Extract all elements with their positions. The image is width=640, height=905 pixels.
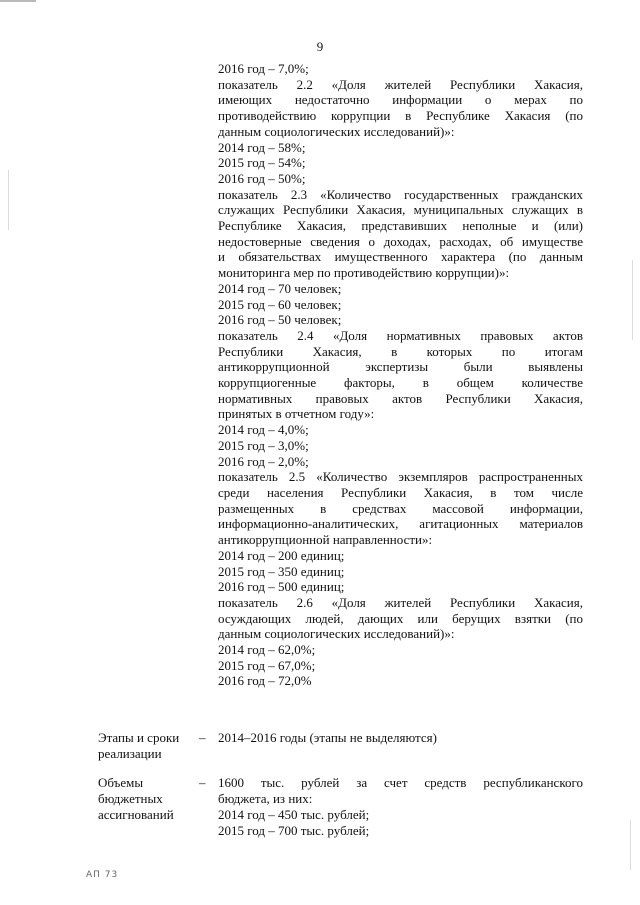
text-line: данным социологических исследований)»: [218,123,455,139]
text-line: 1600 тыс. рублей за счет средств республиканского [218,775,583,790]
text-line: 2014 год – 58%; [218,139,306,155]
scan-edge-mark [632,260,633,340]
text-line: бюджетных [98,791,163,806]
text-line: антикоррупционной направленности»: [218,532,433,548]
text-line: 2014–2016 годы (этапы не выделяются) [218,730,437,745]
budget-dash: – [199,775,206,790]
text-line: коррупциогенные факторы, в общем количестве [218,375,583,391]
stages-label [98,730,193,762]
text-line: 2015 год – 54%; [218,155,306,171]
text-line: 2014 год – 4,0%; [218,422,309,438]
text-line: мониторинга мер по противодействию коррупции)»: [218,265,510,281]
text-line: 2016 год – 72,0% [218,673,312,689]
text-line: реализации [98,746,162,761]
text-line: Объемы [98,775,144,790]
text-line: Республики Хакасия, в которых по итогам [218,343,583,359]
budget-value [218,775,583,839]
text-line: показатель 2.2 «Доля жителей Республики Хакасия, [218,76,583,92]
text-line: 2016 год – 50 человек; [218,312,342,328]
text-line: бюджета, из них: [218,791,313,806]
text-line: 2015 год – 700 тыс. рублей; [218,823,370,838]
text-line: 2015 год – 60 человек; [218,296,342,312]
text-line: 2016 год – 2,0%; [218,453,309,469]
text-line: показатель 2.3 «Количество государственных гражданских [218,186,583,202]
text-line: недостоверные сведения о доходах, расходах, об имуществе [218,233,583,249]
text-line: и обязательствах имущественного характера (по данным [218,249,583,265]
text-line: антикоррупционной экспертизы были выявлены [218,359,583,375]
text-line: Этапы и сроки [98,730,180,745]
text-line: показатель 2.6 «Доля жителей Республики Хакасия, [218,594,583,610]
page-number: 9 [316,39,324,54]
text-line: 2014 год – 200 единиц; [218,547,345,563]
stages-dash: – [199,730,206,745]
text-line: Республике Хакасия, представивших неполные и (или) [218,218,583,234]
text-line: информационно-аналитических, агитационных материалов [218,516,583,532]
budget-label [98,775,193,823]
text-line: принятых в отчетном году»: [218,406,375,422]
text-line: служащих Республики Хакасия, муниципальных служащих в [218,202,583,218]
text-line: ассигнований [98,807,174,822]
stages-value [218,730,583,746]
text-line: данным социологических исследований)»: [218,626,455,642]
scan-edge-mark [630,820,631,870]
scan-edge-mark [0,0,36,2]
text-line: осуждающих людей, дающих или берущих взятки (по [218,610,583,626]
text-line: 2015 год – 350 единиц; [218,563,345,579]
indicators-text-block [218,61,583,689]
text-line: среди населения Республики Хакасия, в том числе [218,484,583,500]
text-line: 2015 год – 3,0%; [218,437,309,453]
text-line: 2016 год – 50%; [218,170,306,186]
text-line: имеющих недостаточно информации о мерах по [218,92,583,108]
text-line: нормативных правовых актов Республики Хакасия, [218,390,583,406]
text-line: 2014 год – 70 человек; [218,280,342,296]
text-line: 2014 год – 62,0%; [218,642,316,658]
text-line: 2016 год – 7,0%; [218,61,309,76]
text-line: показатель 2.4 «Доля нормативных правовых актов [218,327,583,343]
text-line: размещенных в средствах массовой информации, [218,500,583,516]
text-line: 2014 год – 450 тыс. рублей; [218,807,370,822]
footer-mark: АП 73 [86,870,119,880]
text-line: показатель 2.5 «Количество экземпляров распространенных [218,469,583,485]
text-line: 2015 год – 67,0%; [218,657,316,673]
text-line: 2016 год – 500 единиц; [218,579,345,595]
text-line: противодействию коррупции в Республике Хакасия (по [218,108,583,124]
scan-edge-mark [8,170,9,230]
